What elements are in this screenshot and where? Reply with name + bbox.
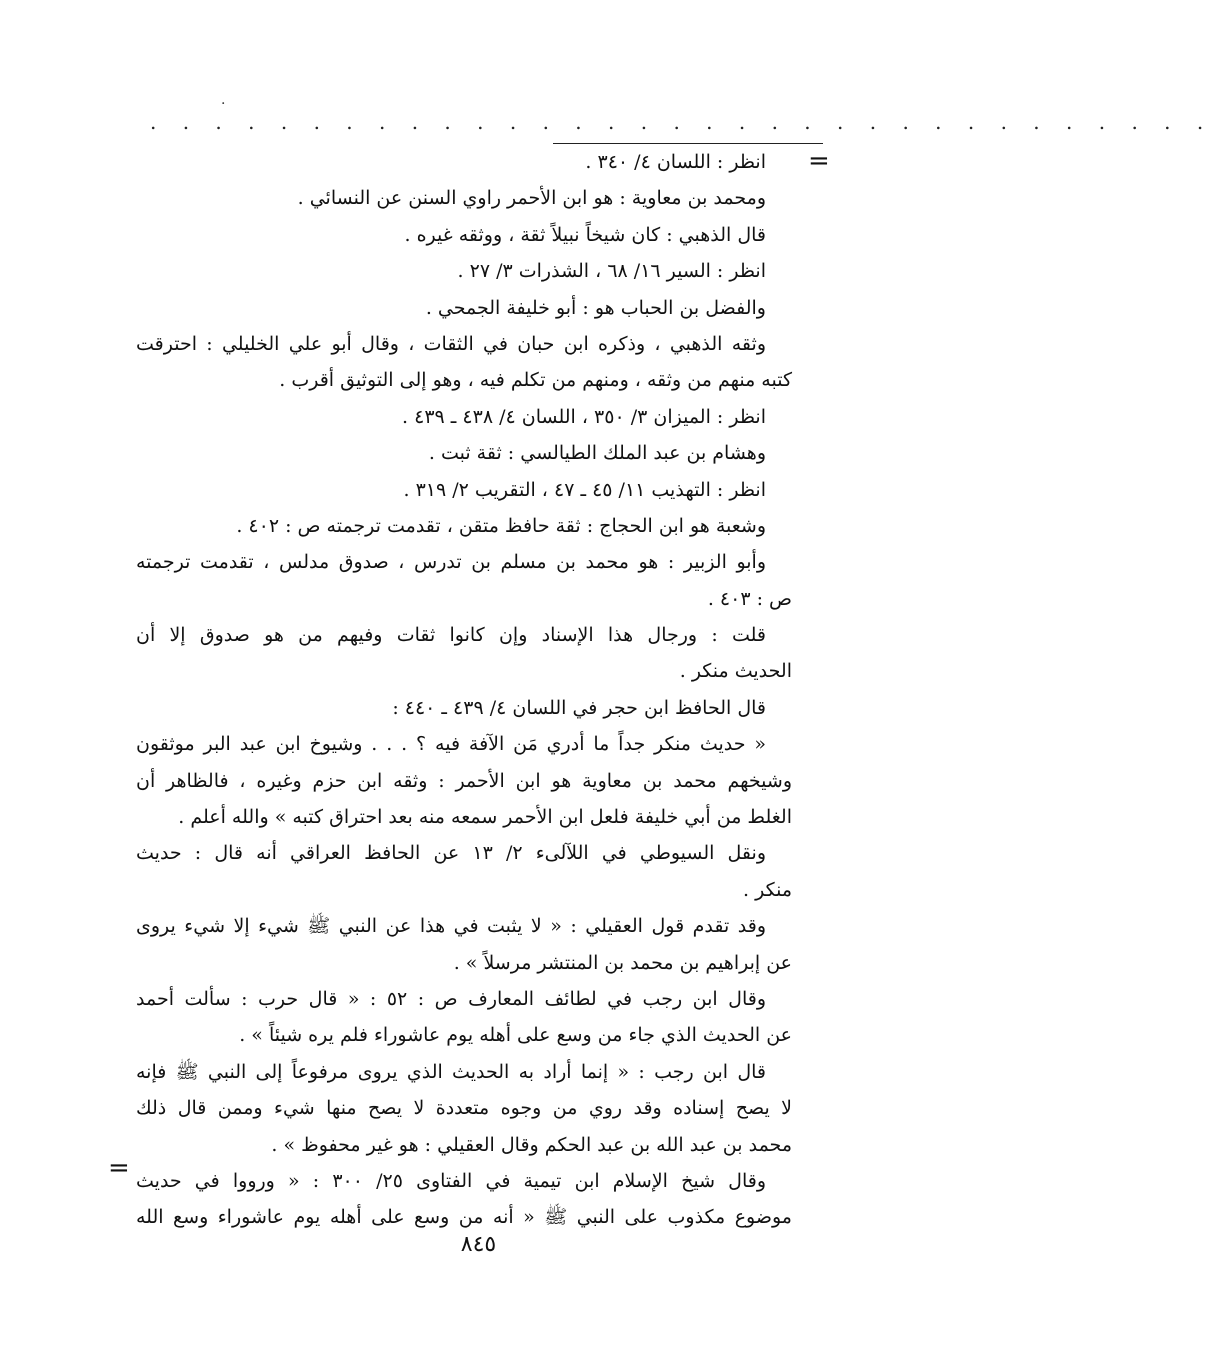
footnote-line: محمد بن عبد الله بن عبد الحكم وقال العقيلي : هو غير محفوظ » . <box>271 1133 792 1156</box>
footnote-line: قال ابن رجب : « إنما أراد به الحديث الذي يروى مرفوعاً إلى النبي ﷺ فإنه <box>136 1060 766 1083</box>
footnote-line: وقال شيخ الإسلام ابن تيمية في الفتاوى ٢٥/ ٣٠٠ : « ورووا في حديث <box>136 1169 766 1192</box>
footnote-line: منكر . <box>743 878 792 901</box>
footnote-line: وهشام بن عبد الملك الطيالسي : ثقة ثبت . <box>428 442 766 465</box>
footnote-line: ومحمد بن معاوية : هو ابن الأحمر راوي السنن عن النسائي . <box>297 187 766 210</box>
footnote-line: وشيخهم محمد بن معاوية هو ابن الأحمر : وثقه ابن حزم وغيره ، فالظاهر أن <box>136 769 792 792</box>
footnote-line: انظر : السير ١٦/ ٦٨ ، الشذرات ٣/ ٢٧ . <box>457 260 766 283</box>
footnote-line: قال الذهبي : كان شيخاً نبيلاً ثقة ، ووثقه غيره . <box>404 223 766 246</box>
footnote-line: عن الحديث الذي جاء من وسع على أهله يوم عاشوراء فلم يره شيئاً » . <box>239 1024 792 1047</box>
footnote-line: والفضل بن الحباب هو : أبو خليفة الجمحي . <box>425 296 766 319</box>
footnote-line: وثقه الذهبي ، وذكره ابن حبان في الثقات ، وقال أبو علي الخليلي : احترقت <box>136 332 766 355</box>
footnote-text <box>136 144 792 1236</box>
footnote-line: قال الحافظ ابن حجر في اللسان ٤/ ٤٣٩ ـ ٤٤٠ : <box>392 696 766 719</box>
footnote-line: انظر : الميزان ٣/ ٣٥٠ ، اللسان ٤/ ٤٣٨ ـ ٤٣٩ . <box>402 405 766 428</box>
footnote-line: عن إبراهيم بن محمد بن المنتشر مرسلاً » . <box>453 951 792 974</box>
footnote-line: موضوع مكذوب على النبي ﷺ « أنه من وسع على أهله يوم عاشوراء وسع الله <box>136 1206 792 1229</box>
footnote-line: « حديث منكر جداً ما أدري مَن الآفة فيه ؟ . . . وشيوخ ابن عبد البر موثقون <box>136 733 766 756</box>
footnote-line: وقال ابن رجب في لطائف المعارف ص : ٥٢ : « قال حرب : سألت أحمد <box>136 987 766 1010</box>
footnote-line: الحديث منكر . <box>679 660 792 683</box>
footnote-line: وأبو الزبير : هو محمد بن مسلم بن تدرس ، صدوق مدلس ، تقدمت ترجمته <box>136 551 766 574</box>
footnote-line: ونقل السيوطي في اللآلىء ٢/ ١٣ عن الحافظ العراقي أنه قال : حديث <box>136 842 767 865</box>
footnote-line: انظر : اللسان ٤/ ٣٤٠ . <box>585 151 766 173</box>
page-number: ٨٤٥ <box>460 1232 497 1257</box>
footnote-line: انظر : التهذيب ١١/ ٤٥ ـ ٤٧ ، التقريب ٢/ ٣١٩ . <box>403 478 766 501</box>
footnote-line: ص : ٤٠٣ . <box>707 587 792 610</box>
footnote-line: الغلط من أبي خليفة فلعل ابن الأحمر سمعه منه بعد احتراق كتبه » والله أعلم . <box>178 806 792 829</box>
footnote-line: لا يصح إسناده وقد روي من وجوه متعددة لا يصح منها شيء وممن قال ذلك <box>136 1097 792 1120</box>
footnote-line: كتبه منهم من وثقه ، ومنهم من تكلم فيه ، وهو إلى التوثيق أقرب . <box>279 369 792 392</box>
footnote-line: وقد تقدم قول العقيلي : « لا يثبت في هذا عن النبي ﷺ شيء إلا شيء يروى <box>136 915 766 938</box>
footnote-continuation-mark-top: = <box>808 146 830 176</box>
stray-dot-mark: · <box>221 96 226 112</box>
dotted-separator: . . . . . . . . . . . . . . . . . . . . . . . . . . . . . . . . . <box>150 110 1213 134</box>
footnote-line: وشعبة هو ابن الحجاج : ثقة حافظ متقن ، تقدمت ترجمته ص : ٤٠٢ . <box>236 514 766 537</box>
footnote-continuation-mark-bottom: = <box>108 1153 130 1183</box>
footnote-line: قلت : ورجال هذا الإسناد وإن كانوا ثقات وفيهم من هو صدوق إلا أن <box>136 624 766 647</box>
